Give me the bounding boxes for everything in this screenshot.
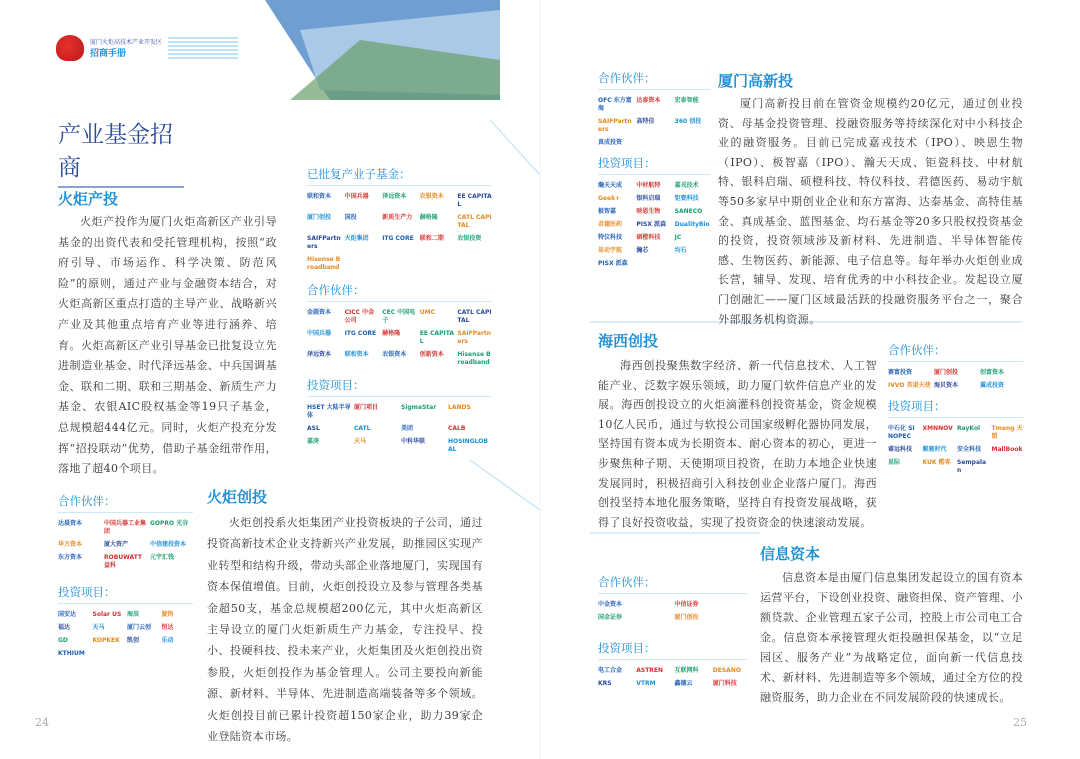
- company-logo: DESANO: [712, 667, 741, 674]
- company-logo: 中国兵器: [344, 193, 369, 200]
- partners-label: 合作伙伴：: [307, 282, 492, 302]
- torch-icon: [56, 35, 84, 61]
- company-logo: 新质生产力: [382, 214, 413, 221]
- company-logo: 宏泰智能: [674, 97, 699, 104]
- company-logo: Sempalan: [957, 459, 987, 474]
- company-logo: CATL: [354, 425, 371, 432]
- company-logo: 联和资本: [307, 193, 332, 200]
- xinxi-logos: [598, 574, 748, 688]
- company-logo: 厦门项目: [354, 404, 379, 411]
- company-logo: SANECO: [674, 208, 703, 215]
- company-logo: SigmaStar: [401, 404, 437, 411]
- company-logo: 农银投资: [457, 235, 482, 242]
- company-logo: 真成投资: [598, 139, 623, 146]
- company-logo: 福达: [58, 624, 71, 631]
- investments-label: 投资项目：: [888, 398, 1023, 418]
- company-logo: SAIFPartners: [598, 118, 632, 133]
- company-logo: GD: [58, 637, 68, 644]
- investments-label: 投资项目：: [307, 377, 492, 397]
- company-logo: 中石化 SINOPEC: [888, 425, 915, 440]
- company-logo: KUK 酷客: [922, 459, 951, 466]
- section-heading: 海西创投: [598, 332, 659, 350]
- section-heading: 火炬创投: [207, 488, 268, 506]
- company-logo: CATL CAPITAL: [457, 309, 492, 324]
- gaoxintou-logos: [598, 70, 710, 268]
- company-logo: 国安达: [58, 611, 77, 618]
- company-logo: 华方资本: [58, 541, 83, 548]
- company-logo: 泽远资本: [307, 351, 332, 358]
- company-logo: ITG CORE: [344, 330, 377, 337]
- brand-line2: 招商手册: [90, 49, 127, 59]
- company-logo: 厦门创投: [934, 369, 959, 376]
- company-logo: 赫格隆: [419, 214, 438, 221]
- page-number-left: 24: [35, 716, 49, 729]
- company-logo: 嘉戎技术: [674, 182, 699, 189]
- haixi-logos: [888, 342, 1023, 475]
- investments-label: 投资项目：: [58, 584, 193, 604]
- section-body: 火炬创投系火炬集团产业投资板块的子公司，通过投资高新技术企业支持新兴产业发展，助推园区实现产业转型和结构升级，带动头部企业落地厦门，实现国有资本保值增值。目前，火炬创投设立及参与管理各类基金超50支，基金总规模超200亿元，其中火炬高新区主导设立的厦门火炬新质生产力基金，专注投早、投小、投硬科技、投未来产业，火炬集团及火炬创投出资参股，火炬创投作为基金管理人。公司主要投向新能源、新材料、半导体、先进制造高端装备等多个领域。火炬创投目前已累计投资超150家企业，助力39家企业登陆资本市场。: [207, 516, 483, 744]
- company-logo: Hisense Broadband: [457, 351, 491, 366]
- header-logo: [56, 35, 238, 61]
- company-logo: UMC: [419, 309, 436, 316]
- company-logo: HSET 大陆半导体: [307, 404, 351, 419]
- company-logo: 金圆资本: [307, 309, 332, 316]
- company-logo: LANDS: [448, 404, 471, 411]
- funds-block: [307, 166, 492, 454]
- company-logo: 睿远科技: [888, 446, 913, 453]
- company-logo: 乐动: [161, 637, 174, 644]
- company-logo: JC: [674, 234, 682, 241]
- company-logo: VTRM: [636, 680, 656, 687]
- company-logo: 天马: [92, 624, 105, 631]
- page-number-right: 25: [1013, 716, 1027, 729]
- company-logo: SAIFPartners: [307, 235, 341, 250]
- company-logo: 硕橙科技: [636, 234, 661, 241]
- company-logo: 银科启瑞: [636, 195, 661, 202]
- investments-label: 投资项目：: [598, 640, 748, 660]
- company-logo: CATL CAPITAL: [457, 214, 492, 229]
- partners-label: 合作伙伴：: [888, 342, 1023, 362]
- company-logo: 恒达: [161, 624, 174, 631]
- company-logo: CEC 中国电子: [382, 309, 416, 324]
- company-logo: 钜瓷科技: [674, 195, 699, 202]
- company-logo: 电工合金: [598, 667, 623, 674]
- company-logo: PISX 派森: [636, 221, 666, 228]
- company-logo: Tmeng 天盟: [991, 425, 1023, 440]
- company-logo: HOSINGLOBAL: [448, 438, 488, 453]
- company-logo: 厦钨: [161, 611, 174, 618]
- company-logo: 中国兵器工业集团: [104, 520, 147, 535]
- brand-line1: 厦门火炬高技术产业开发区: [90, 39, 163, 46]
- company-logo: 瀚芯: [636, 247, 649, 254]
- company-logo: 厦门科技: [712, 680, 737, 687]
- company-logo: 安全科技: [957, 446, 982, 453]
- company-logo: 农银资本: [382, 351, 407, 358]
- company-logo: 极智嘉: [598, 208, 617, 215]
- company-logo: 达晨资本: [58, 520, 83, 527]
- company-logo: 中金资本: [598, 601, 623, 608]
- company-logo: 均石: [674, 247, 687, 254]
- company-logo: 中信建投资本: [150, 541, 187, 548]
- company-logo: 厦门创投: [307, 214, 332, 221]
- company-logo: PISX 派森: [598, 260, 628, 267]
- company-logo: KOPKEK: [92, 637, 120, 644]
- company-logo: 达泰资本: [636, 97, 661, 104]
- company-logo: GOPRO 光谷: [150, 520, 189, 527]
- company-logo: 火炬集团: [344, 235, 369, 242]
- company-logo: 农银资本: [419, 193, 444, 200]
- section-heading: 火炬产投: [58, 190, 119, 208]
- company-logo: 美团: [401, 425, 414, 432]
- partners-label: 合作伙伴：: [598, 70, 710, 90]
- company-logo: SAIFPartners: [457, 330, 492, 345]
- section-body: 海西创投聚焦数字经济、新一代信息技术、人工智能产业、泛数字娱乐领域，助力厦门软件信息产业的发展。海西创投设立的火炬滴灌科创投资基金，资金规模10亿人民币，通过与软投公司国家级孵化器协同发展，坚持国有资本成为长期资本、耐心资本的初心，更进一步聚焦种子期、天使期项目投资，在助力本地企业快速发展同时，积极招商引入科技创业企业落户厦门。海西创投坚持本地化服务策略，坚持自有投资发展战略，获得了良好投资收益，实现了投资资金的快速滚动发展。: [598, 359, 877, 529]
- company-logo: 顺驰时代: [922, 446, 947, 453]
- company-logo: 天马: [354, 438, 367, 445]
- company-logo: 互联网科: [674, 667, 699, 674]
- company-logo: 国金证券: [598, 614, 623, 621]
- company-logo: CALB: [448, 425, 466, 432]
- funds-label: 已批复产业子基金：: [307, 166, 492, 186]
- company-logo: 海辰: [127, 611, 140, 618]
- company-logo: 翼成投资: [980, 382, 1005, 389]
- company-logo: ASL: [307, 425, 320, 432]
- company-logo: DualityBio: [674, 221, 710, 228]
- company-logo: 创新资本: [419, 351, 444, 358]
- company-logo: KRS: [598, 680, 612, 687]
- company-logo: 海贝资本: [934, 382, 959, 389]
- company-logo: 特仪科技: [598, 234, 623, 241]
- company-logo: 联和二期: [419, 235, 444, 242]
- company-logo: 凯创: [127, 637, 140, 644]
- company-logo: Geek+: [598, 195, 621, 202]
- company-logo: KTHIUM: [58, 650, 85, 657]
- company-logo: 赫格隆: [382, 330, 401, 337]
- company-logo: 联和资本: [344, 351, 369, 358]
- company-logo: 瀚天天成: [598, 182, 623, 189]
- company-logo: 星际: [888, 459, 901, 466]
- partners-label: 合作伙伴：: [58, 493, 193, 513]
- company-logo: 易动宇航: [598, 247, 623, 254]
- investments-label: 投资项目：: [598, 155, 710, 175]
- section-body: 信息资本是由厦门信息集团发起设立的国有资本运营平台，下设创业投资、融资担保、资产管理、小额贷款、企业管理五家子公司，控股上市公司电工合金。信息资本承接管理火炬投融担保基金，以“立足园区、服务产业”为战略定位，面向新一代信息技术、新材料、先进制造等多个领域，通过全方位的投融资服务，助力企业在不同发展阶段的快速成长。: [760, 571, 1023, 704]
- company-logo: Hisense Broadband: [307, 256, 341, 271]
- bars-decoration: [168, 37, 238, 59]
- company-logo: 360 创投: [674, 118, 702, 125]
- section-heading: 厦门高新投: [718, 72, 794, 90]
- company-logo: Solar US: [92, 611, 122, 618]
- section-heading: 信息资本: [760, 545, 821, 563]
- company-logo: 中国兵器: [307, 330, 332, 337]
- company-logo: 泽远资本: [382, 193, 407, 200]
- company-logo: RayKol: [957, 425, 981, 432]
- company-logo: 高特佳: [636, 118, 655, 125]
- company-logo: 鑫德云: [674, 680, 693, 687]
- company-logo: 创富资本: [980, 369, 1005, 376]
- company-logo: 中科华联: [401, 438, 426, 445]
- company-logo: ASTREN: [636, 667, 664, 674]
- company-logo: 东方资本: [58, 554, 83, 561]
- company-logo: ROBUWATT 益科: [104, 554, 143, 569]
- page-title: 产业基金招商: [58, 116, 184, 188]
- company-logo: 君德医药: [598, 221, 623, 228]
- company-logo: 厦大资产: [104, 541, 129, 548]
- company-logo: 厦门创投: [674, 614, 699, 621]
- company-logo: 元宇汇钱: [150, 554, 175, 561]
- company-logo: 中材航特: [636, 182, 661, 189]
- company-logo: 国投: [344, 214, 357, 221]
- company-logo: 赛富投资: [888, 369, 913, 376]
- partners-label: 合作伙伴：: [598, 574, 748, 594]
- company-logo: 厦门云创: [127, 624, 152, 631]
- section-body: 厦门高新投目前在管资金规模约20亿元，通过创业投资、母基金投资管理、投融资服务等持续深化对中小科技企业的融资服务。目前已完成嘉戎技术（IPO）、映恩生物（IPO）、极智嘉（IPO）、瀚天天成、钜瓷科技、中材航特、银科启瑞、硕橙科技、特仪科技、君德医药、易动宇航等50多家早中期创业企业和东方富海、达泰基金、高特佳基金、真成基金、蓝图基金、均石基金等20多只股权投资基金的投资，投资领域涉及新材料、先进制造、半导体智能传感、生物医药、新能源、电子信息等。每年举办火炬创业成长营，辅导、发现、培育优秀的中小科技企业。发起设立厦门创融汇——厦门区域最活跃的投融资服务平台之一，聚合外部服务机构资源。: [718, 97, 1023, 326]
- section-body: 火炬产投作为厦门火炬高新区产业引导基金的出资代表和受托管理机构，按照“政府引导、市场运作、科学决策、防范风险”的原则，通过产业与金融资本结合，对火炬高新区重点打造的主导产业、战略新兴产业及其他重点培育产业等进行涵养、培育。火炬高新区产业引导基金已批复设立先进制造业基金、时代泽远基金、中兵国调基金、联和二期、联和三期基金、新质生产力基金、农银AIC股权基金等19只子基金，总规模超444亿元。同时，火炬产投充分发挥“招投联动”优势，借助子基金纽带作用，落地了超40个项目。: [58, 215, 277, 476]
- company-logo: CICC 中金公司: [344, 309, 375, 324]
- company-logo: OFC 东方富海: [598, 97, 632, 112]
- company-logo: IVVO 英诺天使: [888, 382, 931, 389]
- company-logo: EE CAPITAL: [419, 330, 455, 345]
- company-logo: EE CAPITAL: [457, 193, 492, 208]
- company-logo: XMNNOV: [922, 425, 953, 432]
- chuangtou-logos: [58, 493, 193, 658]
- company-logo: 中信证券: [674, 601, 699, 608]
- company-logo: MallBook: [991, 446, 1023, 453]
- company-logo: 嘉庚: [307, 438, 320, 445]
- company-logo: 映恩生物: [636, 208, 661, 215]
- company-logo: ITG CORE: [382, 235, 414, 242]
